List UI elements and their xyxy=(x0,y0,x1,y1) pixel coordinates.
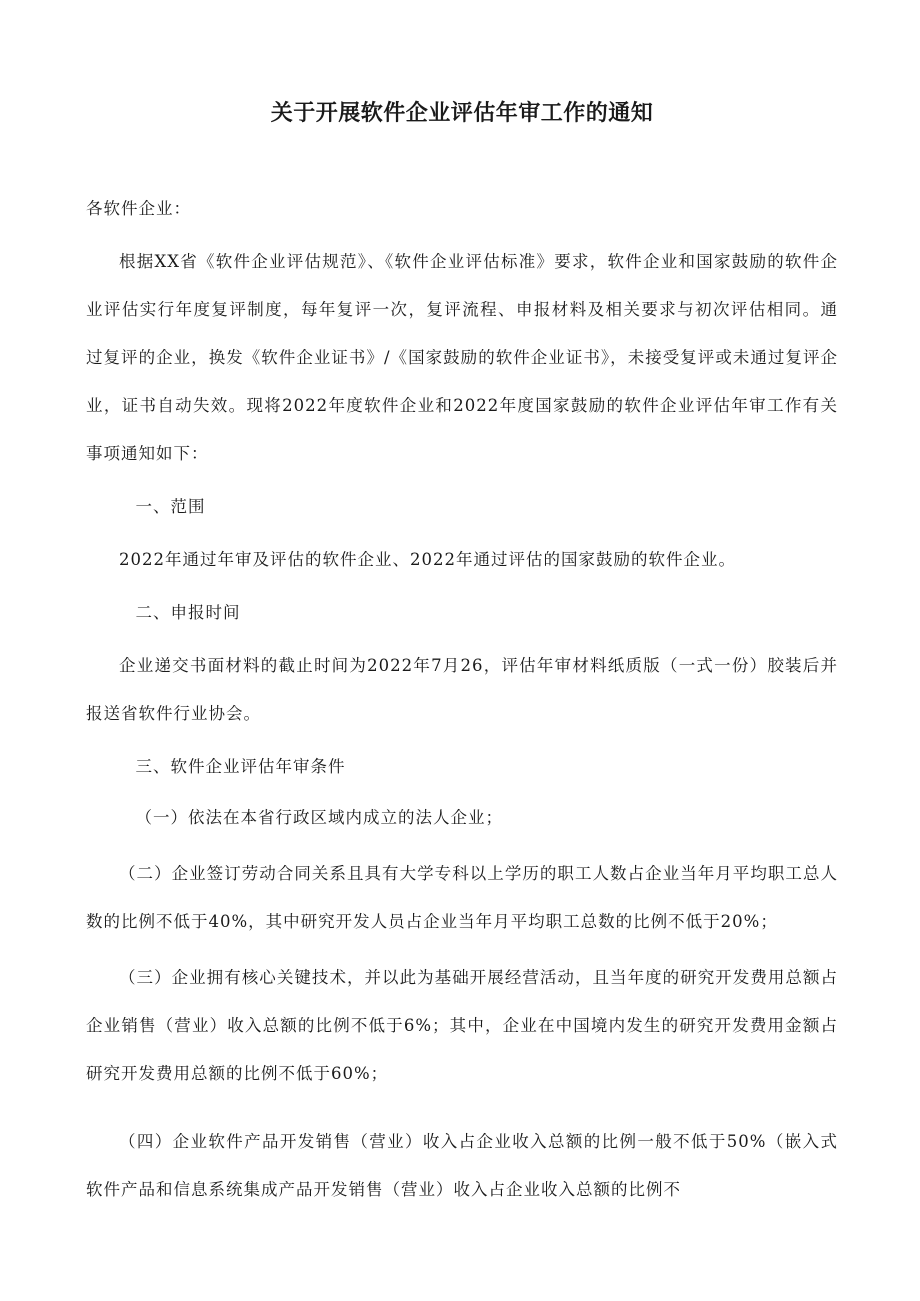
salutation: 各软件企业： xyxy=(86,199,191,218)
intro-paragraph: 根据XX省《软件企业评估规范》、《软件企业评估标准》要求，软件企业和国家鼓励的软件企业评估实行年度复评制度，每年复评一次，复评流程、申报材料及相关要求与初次评估相同。通过复评的企业，换发《软件企业证书》/《国家鼓励的软件企业证书》，未接受复评或未通过复评企业，证书自动失效。现将2022年度软件企业和2022年度国家鼓励的软件企业评估年审工作有关事项通知如下： xyxy=(86,252,838,463)
section-heading-conditions: 三、软件企业评估年审条件 xyxy=(135,757,346,776)
section-body-time: 企业递交书面材料的截止时间为2022年7月26，评估年审材料纸质版（一式一份）胶装后并报送省软件行业协会。 xyxy=(86,656,838,723)
section-heading-scope: 一、范围 xyxy=(135,497,206,516)
condition-item-2: （二）企业签订劳动合同关系且具有大学专科以上学历的职工人数占企业当年月平均职工总人数的比例不低于40%，其中研究开发人员占企业当年月平均职工总数的比例不低于20%； xyxy=(86,864,838,931)
document-title: 关于开展软件企业评估年审工作的通知 xyxy=(270,100,654,126)
condition-item-1: （一）依法在本省行政区域内成立的法人企业； xyxy=(135,808,503,827)
section-body-scope: 2022年通过年审及评估的软件企业、2022年通过评估的国家鼓励的软件企业。 xyxy=(119,550,736,569)
condition-item-4: （四）企业软件产品开发销售（营业）收入占企业收入总额的比例一般不低于50%（嵌入式软件产品和信息系统集成产品开发销售（营业）收入占企业收入总额的比例不 xyxy=(86,1132,838,1199)
condition-item-3: （三）企业拥有核心关键技术，并以此为基础开展经营活动，且当年度的研究开发费用总额占企业销售（营业）收入总额的比例不低于6%；其中，企业在中国境内发生的研究开发费用金额占研究开发费用总额的比例不低于60%； xyxy=(86,968,838,1083)
section-heading-time: 二、申报时间 xyxy=(135,603,241,622)
